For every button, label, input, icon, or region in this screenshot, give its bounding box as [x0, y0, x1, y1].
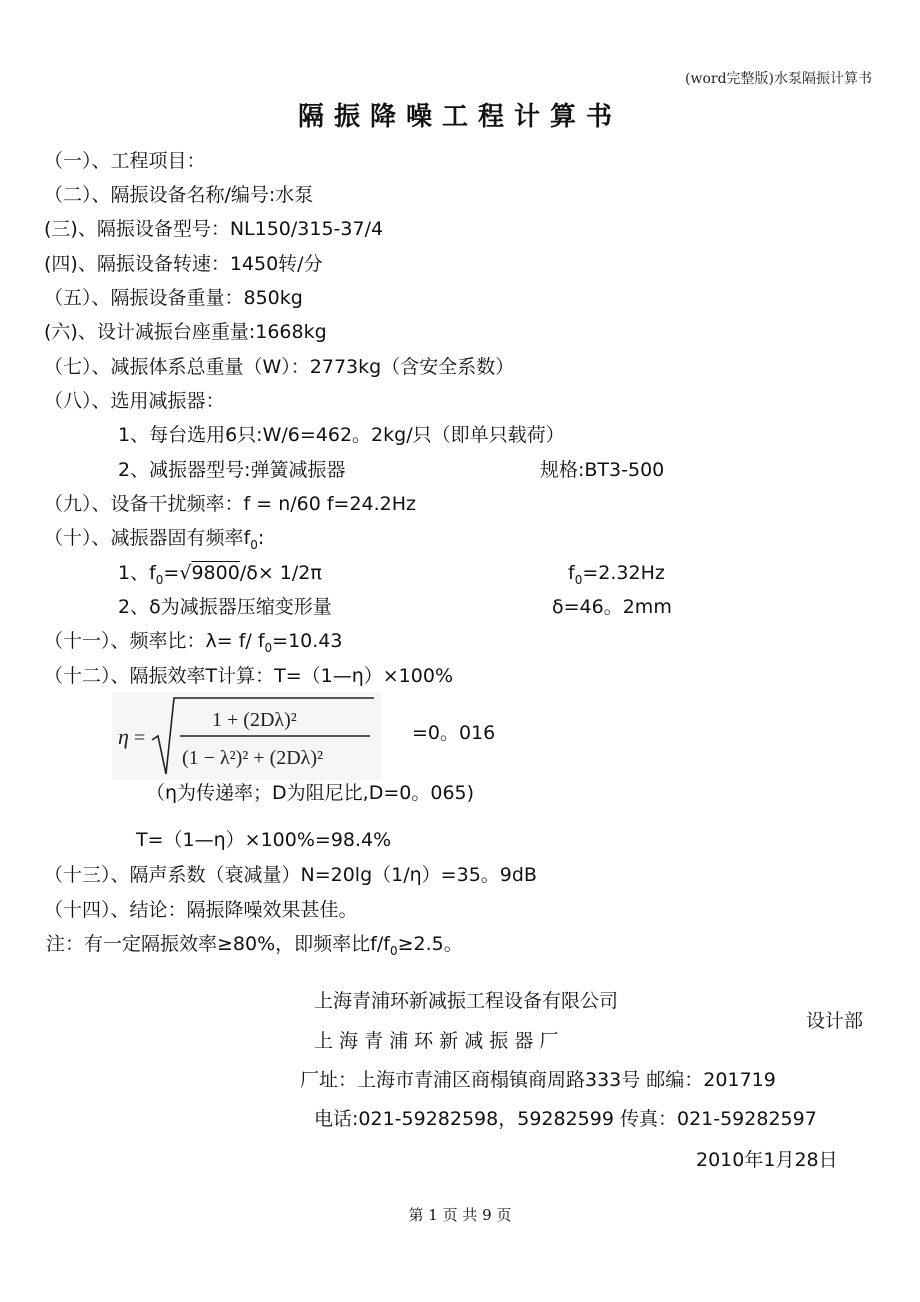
item-project: （一）、工程项目：	[44, 150, 206, 172]
document-header-label: (word完整版)水泵隔振计算书	[685, 71, 872, 87]
svg-text:η: η	[118, 724, 129, 749]
svg-text:1 + (2Dλ)²: 1 + (2Dλ)²	[212, 709, 297, 731]
company-address: 厂址：上海市青浦区商榻镇商周路333号 邮编：201719	[300, 1069, 776, 1091]
item-equipment-weight: （五）、隔振设备重量：850kg	[44, 287, 303, 309]
deflection-def: 2、δ为减振器压缩变形量	[118, 596, 332, 618]
svg-text:(1 − λ²)² + (2Dλ)²: (1 − λ²)² + (2Dλ)²	[182, 747, 324, 769]
item-natural-freq: （十）、减振器固有频率$f_0$:	[44, 527, 265, 552]
item-disturb-freq: （九）、设备干扰频率：f = n/60 f=24.2Hz	[44, 493, 417, 515]
company-name: 上海青浦环新减振工程设备有限公司	[314, 990, 619, 1012]
factory-name: 上 海 青 浦 环 新 减 振 器 厂	[314, 1030, 559, 1052]
svg-text:=: =	[134, 727, 146, 749]
item-equipment-model: (三)、隔振设备型号：NL150/315-37/4	[44, 218, 384, 240]
item-select-isolator: （八）、选用减振器：	[44, 390, 225, 412]
item-isolation-efficiency: （十二）、隔振效率T计算：T=（1—η）×100%	[44, 665, 454, 687]
item-select-isolator-2: 2、减振器型号:弹簧减振器	[118, 459, 346, 481]
company-phone: 电话:021-59282598，59282599 传真：021-59282597	[314, 1108, 817, 1130]
document-date: 2010年1月28日	[696, 1149, 838, 1171]
item-freq-ratio: （十一）、频率比：λ= f/ $f_0=10.43$	[44, 630, 343, 655]
transmissibility-formula-image	[112, 692, 382, 780]
department: 设计部	[806, 1010, 864, 1032]
deflection-result: δ=46。2mm	[552, 596, 672, 618]
document-title: 隔振降噪工程计算书	[297, 102, 622, 132]
transmissibility-note: （η为传递率；D为阻尼比,D=0。065)	[146, 782, 475, 804]
isolator-spec: 规格:BT3-500	[540, 459, 665, 481]
natural-freq-formula: 1、$f_0=√9800/\delta\times 1/2\pi$	[118, 562, 322, 587]
item-base-weight: (六)、设计减振台座重量:1668kg	[44, 321, 327, 343]
item-equipment-speed: (四)、隔振设备转速：1450转/分	[44, 253, 323, 275]
item-total-weight: （七）、减振体系总重量（W）：2773kg（含安全系数）	[44, 356, 515, 378]
page-number: 第 1 页 共 9 页	[408, 1206, 512, 1224]
transmissibility-value: =0。016	[412, 722, 496, 744]
item-select-isolator-1: 1、每台选用6只:W/6=462。2kg/只（即单只载荷）	[118, 424, 565, 446]
note-line: 注：有一定隔振效率≥80%，即频率比$f/f_0\ge 2.5$。	[46, 933, 463, 958]
natural-freq-result: $f_0=2.32Hz$	[568, 562, 665, 587]
isolation-efficiency-result: T=（1—η）×100%=98.4%	[136, 829, 392, 851]
item-noise-reduction: （十三）、隔声系数（衰减量）N=20lg（1/η）=35。9dB	[44, 864, 537, 886]
item-equipment-name: （二）、隔振设备名称/编号:水泵	[44, 184, 314, 206]
item-conclusion: （十四）、结论：隔振降噪效果甚佳。	[44, 899, 358, 921]
